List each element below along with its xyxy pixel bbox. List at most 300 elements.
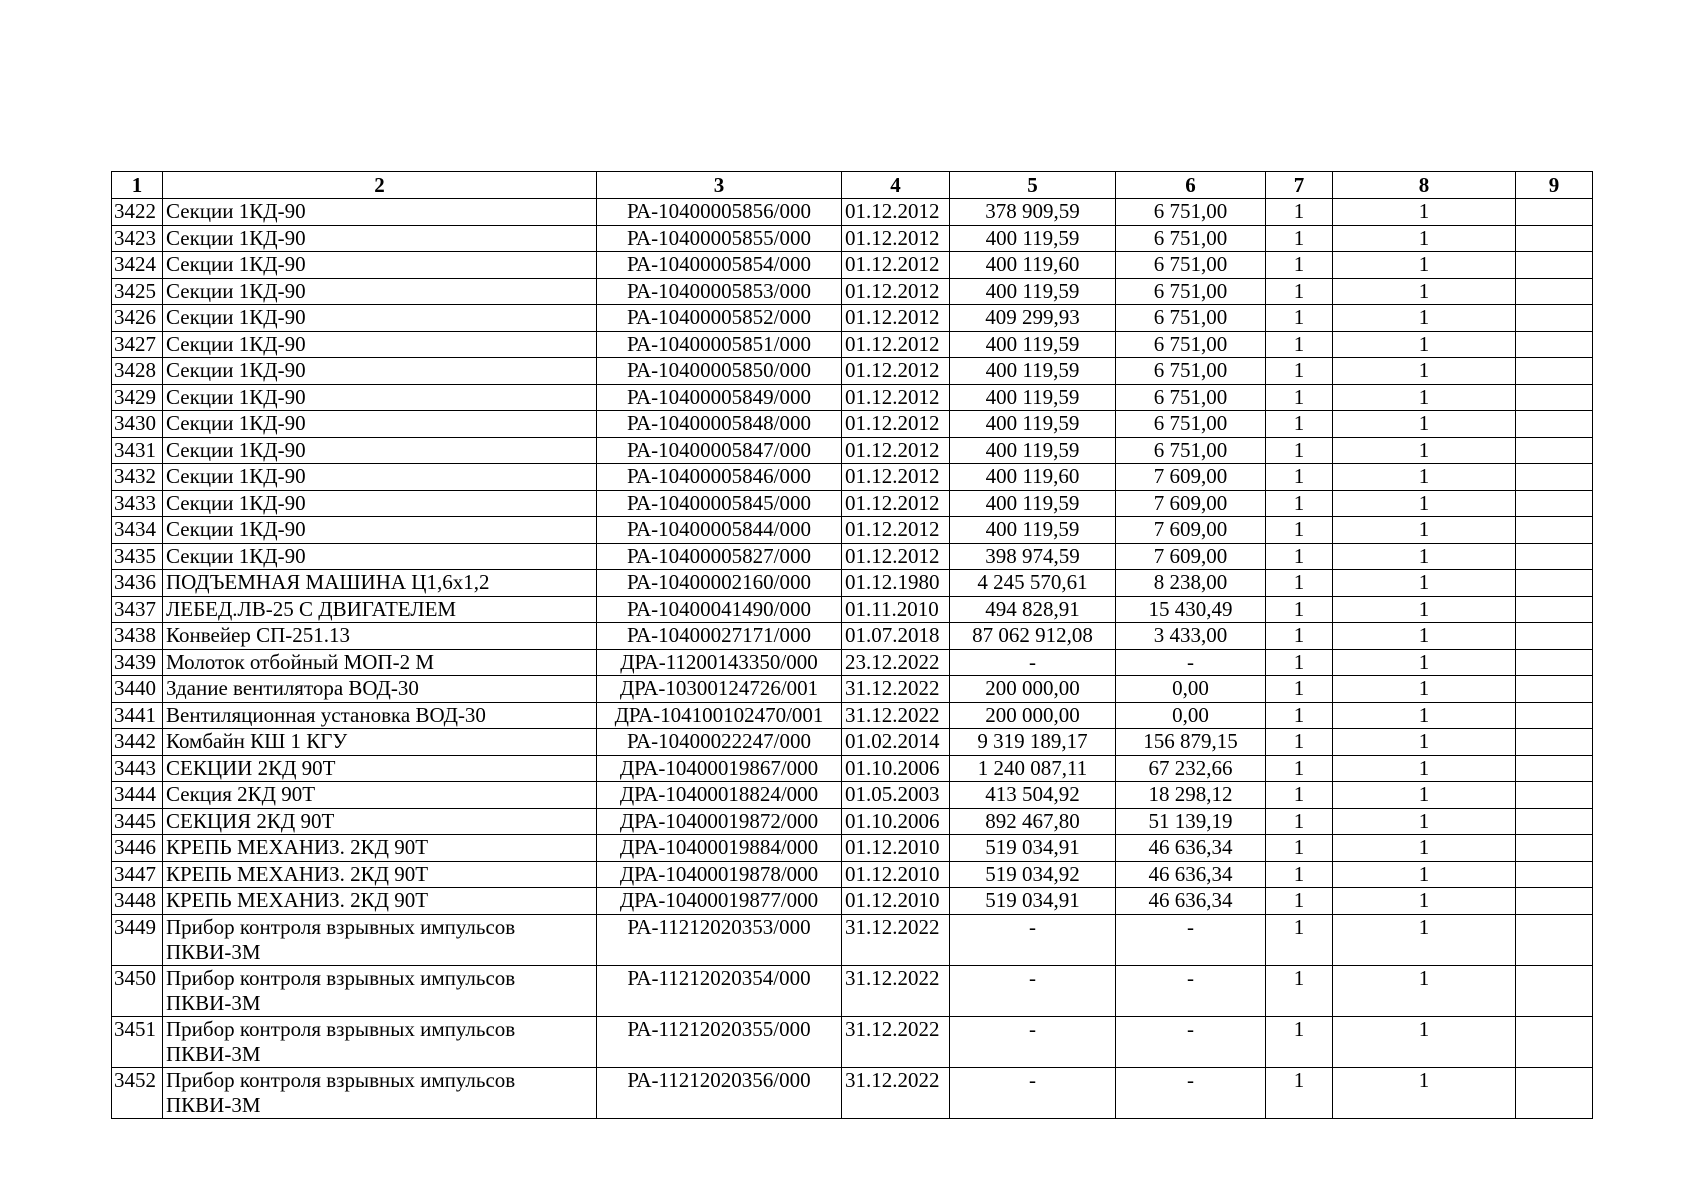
value-9-cell (1516, 437, 1593, 464)
row-number-cell: 3432 (112, 464, 163, 491)
value-8-cell: 1 (1333, 808, 1516, 835)
date-cell: 01.12.2012 (842, 490, 950, 517)
item-name-cell: СЕКЦИЯ 2КД 90Т (163, 808, 597, 835)
inventory-code-cell: РА-10400041490/000 (597, 596, 842, 623)
value-7-cell: 1 (1266, 914, 1333, 965)
table-row (112, 676, 1593, 703)
date-cell: 01.12.2012 (842, 278, 950, 305)
value-9-cell (1516, 965, 1593, 1016)
inventory-code-cell: РА-10400005846/000 (597, 464, 842, 491)
row-number-cell: 3444 (112, 782, 163, 809)
inventory-code-cell: РА-11212020354/000 (597, 965, 842, 1016)
inventory-code-cell: РА-10400005854/000 (597, 252, 842, 279)
row-number-cell: 3445 (112, 808, 163, 835)
item-name-cell: Секции 1КД-90 (163, 464, 597, 491)
value-8-cell: 1 (1333, 888, 1516, 915)
value-6-cell: 6 751,00 (1116, 278, 1266, 305)
item-name-cell: Прибор контроля взрывных импульсов ПКВИ-3М (163, 965, 597, 1016)
value-5-cell: 1 240 087,11 (950, 755, 1116, 782)
value-8-cell: 1 (1333, 358, 1516, 385)
value-9-cell (1516, 517, 1593, 544)
item-name-cell: Комбайн КШ 1 КГУ (163, 729, 597, 756)
row-number-cell: 3443 (112, 755, 163, 782)
value-7-cell: 1 (1266, 596, 1333, 623)
value-6-cell: 0,00 (1116, 702, 1266, 729)
item-name-cell: КРЕПЬ МЕХАНИЗ. 2КД 90Т (163, 888, 597, 915)
value-8-cell: 1 (1333, 649, 1516, 676)
row-number-cell: 3431 (112, 437, 163, 464)
value-7-cell: 1 (1266, 305, 1333, 332)
value-5-cell: 4 245 570,61 (950, 570, 1116, 597)
value-6-cell: 7 609,00 (1116, 543, 1266, 570)
row-number-cell: 3429 (112, 384, 163, 411)
value-7-cell: 1 (1266, 755, 1333, 782)
value-5-cell: - (950, 649, 1116, 676)
item-name-cell: Секции 1КД-90 (163, 517, 597, 544)
value-6-cell: 15 430,49 (1116, 596, 1266, 623)
value-9-cell (1516, 649, 1593, 676)
value-9-cell (1516, 358, 1593, 385)
date-cell: 01.12.2010 (842, 861, 950, 888)
date-cell: 31.12.2022 (842, 1067, 950, 1118)
value-6-cell: - (1116, 1016, 1266, 1067)
table-row (112, 252, 1593, 279)
value-8-cell: 1 (1333, 384, 1516, 411)
date-cell: 01.12.2012 (842, 384, 950, 411)
date-cell: 31.12.2022 (842, 1016, 950, 1067)
table-row (112, 490, 1593, 517)
row-number-cell: 3450 (112, 965, 163, 1016)
inventory-code-cell: РА-10400002160/000 (597, 570, 842, 597)
date-cell: 01.12.2012 (842, 199, 950, 226)
date-cell: 01.05.2003 (842, 782, 950, 809)
date-cell: 01.12.2012 (842, 464, 950, 491)
inventory-code-cell: ДРА-10400019878/000 (597, 861, 842, 888)
value-6-cell: 67 232,66 (1116, 755, 1266, 782)
value-7-cell: 1 (1266, 1067, 1333, 1118)
table-row (112, 782, 1593, 809)
value-8-cell: 1 (1333, 861, 1516, 888)
value-5-cell: 400 119,59 (950, 358, 1116, 385)
value-5-cell: 400 119,59 (950, 331, 1116, 358)
value-6-cell: 6 751,00 (1116, 358, 1266, 385)
value-6-cell: - (1116, 965, 1266, 1016)
value-6-cell: 46 636,34 (1116, 835, 1266, 862)
table-row (112, 861, 1593, 888)
row-number-cell: 3438 (112, 623, 163, 650)
row-number-cell: 3425 (112, 278, 163, 305)
value-8-cell: 1 (1333, 543, 1516, 570)
value-8-cell: 1 (1333, 1016, 1516, 1067)
table-row (112, 888, 1593, 915)
value-6-cell: 6 751,00 (1116, 411, 1266, 438)
date-cell: 01.07.2018 (842, 623, 950, 650)
value-5-cell: 400 119,59 (950, 278, 1116, 305)
value-7-cell: 1 (1266, 199, 1333, 226)
item-name-cell: Секции 1КД-90 (163, 199, 597, 226)
inventory-code-cell: РА-10400005847/000 (597, 437, 842, 464)
date-cell: 01.12.2010 (842, 888, 950, 915)
item-name-cell: Прибор контроля взрывных импульсов ПКВИ-3М (163, 1067, 597, 1118)
date-cell: 01.12.2010 (842, 835, 950, 862)
row-number-cell: 3449 (112, 914, 163, 965)
value-8-cell: 1 (1333, 305, 1516, 332)
value-6-cell: 6 751,00 (1116, 384, 1266, 411)
header-col-2: 2 (163, 172, 597, 199)
header-col-4: 4 (842, 172, 950, 199)
table-row (112, 702, 1593, 729)
row-number-cell: 3439 (112, 649, 163, 676)
value-5-cell: 87 062 912,08 (950, 623, 1116, 650)
value-9-cell (1516, 861, 1593, 888)
value-9-cell (1516, 464, 1593, 491)
value-8-cell: 1 (1333, 570, 1516, 597)
value-6-cell: 8 238,00 (1116, 570, 1266, 597)
table-row (112, 835, 1593, 862)
value-7-cell: 1 (1266, 411, 1333, 438)
value-8-cell: 1 (1333, 437, 1516, 464)
date-cell: 01.12.2012 (842, 252, 950, 279)
inventory-code-cell: ДРА-10400019877/000 (597, 888, 842, 915)
value-7-cell: 1 (1266, 464, 1333, 491)
value-6-cell: 46 636,34 (1116, 888, 1266, 915)
value-6-cell: 6 751,00 (1116, 225, 1266, 252)
value-8-cell: 1 (1333, 914, 1516, 965)
item-name-cell: Прибор контроля взрывных импульсов ПКВИ-3М (163, 1016, 597, 1067)
value-6-cell: 51 139,19 (1116, 808, 1266, 835)
value-5-cell: - (950, 1016, 1116, 1067)
date-cell: 01.12.2012 (842, 305, 950, 332)
value-5-cell: 413 504,92 (950, 782, 1116, 809)
value-5-cell: 9 319 189,17 (950, 729, 1116, 756)
date-cell: 01.11.2010 (842, 596, 950, 623)
value-9-cell (1516, 1016, 1593, 1067)
value-5-cell: - (950, 914, 1116, 965)
inventory-code-cell: РА-11212020355/000 (597, 1016, 842, 1067)
table-row (112, 1016, 1593, 1067)
inventory-code-cell: РА-11212020353/000 (597, 914, 842, 965)
item-name-cell: Секции 1КД-90 (163, 384, 597, 411)
item-name-cell: Секции 1КД-90 (163, 358, 597, 385)
date-cell: 31.12.2022 (842, 914, 950, 965)
table-row (112, 411, 1593, 438)
value-9-cell (1516, 702, 1593, 729)
row-number-cell: 3435 (112, 543, 163, 570)
value-8-cell: 1 (1333, 199, 1516, 226)
date-cell: 01.10.2006 (842, 755, 950, 782)
value-9-cell (1516, 384, 1593, 411)
value-7-cell: 1 (1266, 888, 1333, 915)
value-9-cell (1516, 278, 1593, 305)
row-number-cell: 3426 (112, 305, 163, 332)
item-name-cell: ПОДЪЕМНАЯ МАШИНА Ц1,6х1,2 (163, 570, 597, 597)
item-name-cell: Секции 1КД-90 (163, 252, 597, 279)
item-name-cell: Конвейер СП-251.13 (163, 623, 597, 650)
value-8-cell: 1 (1333, 676, 1516, 703)
value-6-cell: 6 751,00 (1116, 331, 1266, 358)
item-name-cell: КРЕПЬ МЕХАНИЗ. 2КД 90Т (163, 835, 597, 862)
value-8-cell: 1 (1333, 517, 1516, 544)
item-name-cell: Секция 2КД 90Т (163, 782, 597, 809)
date-cell: 01.12.1980 (842, 570, 950, 597)
value-8-cell: 1 (1333, 464, 1516, 491)
value-9-cell (1516, 1067, 1593, 1118)
value-9-cell (1516, 808, 1593, 835)
row-number-cell: 3436 (112, 570, 163, 597)
date-cell: 01.12.2012 (842, 225, 950, 252)
value-9-cell (1516, 755, 1593, 782)
value-8-cell: 1 (1333, 225, 1516, 252)
inventory-code-cell: РА-10400022247/000 (597, 729, 842, 756)
date-cell: 01.10.2006 (842, 808, 950, 835)
value-9-cell (1516, 305, 1593, 332)
value-5-cell: 519 034,91 (950, 835, 1116, 862)
value-9-cell (1516, 570, 1593, 597)
value-8-cell: 1 (1333, 490, 1516, 517)
row-number-cell: 3452 (112, 1067, 163, 1118)
value-9-cell (1516, 782, 1593, 809)
value-9-cell (1516, 914, 1593, 965)
date-cell: 01.12.2012 (842, 358, 950, 385)
value-8-cell: 1 (1333, 702, 1516, 729)
value-8-cell: 1 (1333, 1067, 1516, 1118)
value-6-cell: 6 751,00 (1116, 305, 1266, 332)
row-number-cell: 3437 (112, 596, 163, 623)
value-9-cell (1516, 490, 1593, 517)
header-col-5: 5 (950, 172, 1116, 199)
table-row (112, 596, 1593, 623)
row-number-cell: 3428 (112, 358, 163, 385)
value-6-cell: 7 609,00 (1116, 517, 1266, 544)
value-7-cell: 1 (1266, 702, 1333, 729)
table-row (112, 225, 1593, 252)
inventory-code-cell: РА-11212020356/000 (597, 1067, 842, 1118)
table-row (112, 464, 1593, 491)
table-row (112, 437, 1593, 464)
value-9-cell (1516, 729, 1593, 756)
table-row (112, 808, 1593, 835)
value-7-cell: 1 (1266, 358, 1333, 385)
table-row (112, 965, 1593, 1016)
item-name-cell: КРЕПЬ МЕХАНИЗ. 2КД 90Т (163, 861, 597, 888)
table-row (112, 384, 1593, 411)
inventory-code-cell: РА-10400005827/000 (597, 543, 842, 570)
value-6-cell: 6 751,00 (1116, 252, 1266, 279)
item-name-cell: Вентиляционная установка ВОД-30 (163, 702, 597, 729)
value-9-cell (1516, 252, 1593, 279)
value-7-cell: 1 (1266, 517, 1333, 544)
item-name-cell: Секции 1КД-90 (163, 543, 597, 570)
value-8-cell: 1 (1333, 965, 1516, 1016)
item-name-cell: СЕКЦИИ 2КД 90Т (163, 755, 597, 782)
value-9-cell (1516, 596, 1593, 623)
value-5-cell: 519 034,92 (950, 861, 1116, 888)
table-row (112, 305, 1593, 332)
value-7-cell: 1 (1266, 543, 1333, 570)
table-row (112, 199, 1593, 226)
header-row (112, 172, 1593, 199)
value-7-cell: 1 (1266, 965, 1333, 1016)
header-col-3: 3 (597, 172, 842, 199)
header-col-6: 6 (1116, 172, 1266, 199)
value-5-cell: 494 828,91 (950, 596, 1116, 623)
value-5-cell: 400 119,59 (950, 384, 1116, 411)
row-number-cell: 3433 (112, 490, 163, 517)
value-5-cell: 400 119,59 (950, 490, 1116, 517)
value-5-cell: 400 119,60 (950, 464, 1116, 491)
inventory-code-cell: ДРА-10400019867/000 (597, 755, 842, 782)
date-cell: 31.12.2022 (842, 676, 950, 703)
value-9-cell (1516, 835, 1593, 862)
value-7-cell: 1 (1266, 1016, 1333, 1067)
inventory-code-cell: ДРА-10400019884/000 (597, 835, 842, 862)
value-9-cell (1516, 225, 1593, 252)
inventory-code-cell: ДРА-11200143350/000 (597, 649, 842, 676)
row-number-cell: 3423 (112, 225, 163, 252)
value-7-cell: 1 (1266, 490, 1333, 517)
value-5-cell: - (950, 1067, 1116, 1118)
value-7-cell: 1 (1266, 252, 1333, 279)
date-cell: 31.12.2022 (842, 702, 950, 729)
value-8-cell: 1 (1333, 623, 1516, 650)
value-7-cell: 1 (1266, 649, 1333, 676)
inventory-code-cell: РА-10400005848/000 (597, 411, 842, 438)
inventory-code-cell: ДРА-10300124726/001 (597, 676, 842, 703)
value-7-cell: 1 (1266, 623, 1333, 650)
value-6-cell: 3 433,00 (1116, 623, 1266, 650)
value-6-cell: 46 636,34 (1116, 861, 1266, 888)
row-number-cell: 3448 (112, 888, 163, 915)
item-name-cell: Секции 1КД-90 (163, 278, 597, 305)
table-row (112, 623, 1593, 650)
value-7-cell: 1 (1266, 570, 1333, 597)
value-7-cell: 1 (1266, 331, 1333, 358)
date-cell: 01.02.2014 (842, 729, 950, 756)
date-cell: 01.12.2012 (842, 411, 950, 438)
inventory-code-cell: РА-10400005852/000 (597, 305, 842, 332)
date-cell: 23.12.2022 (842, 649, 950, 676)
row-number-cell: 3434 (112, 517, 163, 544)
value-5-cell: 398 974,59 (950, 543, 1116, 570)
value-8-cell: 1 (1333, 596, 1516, 623)
value-6-cell: - (1116, 649, 1266, 676)
value-5-cell: 409 299,93 (950, 305, 1116, 332)
value-6-cell: 18 298,12 (1116, 782, 1266, 809)
value-9-cell (1516, 411, 1593, 438)
value-9-cell (1516, 623, 1593, 650)
value-6-cell: 0,00 (1116, 676, 1266, 703)
item-name-cell: Секции 1КД-90 (163, 437, 597, 464)
item-name-cell: Прибор контроля взрывных импульсов ПКВИ-3М (163, 914, 597, 965)
value-5-cell: 200 000,00 (950, 702, 1116, 729)
value-5-cell: 400 119,60 (950, 252, 1116, 279)
header-col-8: 8 (1333, 172, 1516, 199)
value-5-cell: 200 000,00 (950, 676, 1116, 703)
inventory-code-cell: ДРА-10400018824/000 (597, 782, 842, 809)
date-cell: 01.12.2012 (842, 331, 950, 358)
item-name-cell: Секции 1КД-90 (163, 411, 597, 438)
value-7-cell: 1 (1266, 861, 1333, 888)
header-col-7: 7 (1266, 172, 1333, 199)
value-8-cell: 1 (1333, 835, 1516, 862)
value-9-cell (1516, 199, 1593, 226)
table-row (112, 1067, 1593, 1118)
row-number-cell: 3442 (112, 729, 163, 756)
inventory-code-cell: ДРА-10400019872/000 (597, 808, 842, 835)
row-number-cell: 3440 (112, 676, 163, 703)
header-col-1: 1 (112, 172, 163, 199)
inventory-table (111, 171, 1593, 1119)
value-9-cell (1516, 676, 1593, 703)
value-5-cell: 400 119,59 (950, 517, 1116, 544)
table-row (112, 331, 1593, 358)
value-7-cell: 1 (1266, 676, 1333, 703)
table-row (112, 729, 1593, 756)
inventory-code-cell: РА-10400005851/000 (597, 331, 842, 358)
value-7-cell: 1 (1266, 225, 1333, 252)
value-5-cell: 400 119,59 (950, 411, 1116, 438)
item-name-cell: Секции 1КД-90 (163, 225, 597, 252)
item-name-cell: Секции 1КД-90 (163, 305, 597, 332)
row-number-cell: 3446 (112, 835, 163, 862)
value-6-cell: - (1116, 914, 1266, 965)
value-7-cell: 1 (1266, 278, 1333, 305)
row-number-cell: 3427 (112, 331, 163, 358)
row-number-cell: 3441 (112, 702, 163, 729)
date-cell: 01.12.2012 (842, 517, 950, 544)
row-number-cell: 3451 (112, 1016, 163, 1067)
value-7-cell: 1 (1266, 835, 1333, 862)
date-cell: 01.12.2012 (842, 543, 950, 570)
value-5-cell: 378 909,59 (950, 199, 1116, 226)
table-row (112, 755, 1593, 782)
value-8-cell: 1 (1333, 252, 1516, 279)
item-name-cell: Здание вентилятора ВОД-30 (163, 676, 597, 703)
row-number-cell: 3424 (112, 252, 163, 279)
value-7-cell: 1 (1266, 384, 1333, 411)
row-number-cell: 3422 (112, 199, 163, 226)
inventory-code-cell: РА-10400027171/000 (597, 623, 842, 650)
item-name-cell: Секции 1КД-90 (163, 331, 597, 358)
table-row (112, 358, 1593, 385)
inventory-code-cell: РА-10400005850/000 (597, 358, 842, 385)
value-6-cell: 7 609,00 (1116, 490, 1266, 517)
value-9-cell (1516, 888, 1593, 915)
value-8-cell: 1 (1333, 278, 1516, 305)
item-name-cell: ЛЕБЕД.ЛВ-25 С ДВИГАТЕЛЕМ (163, 596, 597, 623)
date-cell: 01.12.2012 (842, 437, 950, 464)
value-6-cell: - (1116, 1067, 1266, 1118)
value-6-cell: 7 609,00 (1116, 464, 1266, 491)
value-6-cell: 156 879,15 (1116, 729, 1266, 756)
value-6-cell: 6 751,00 (1116, 437, 1266, 464)
value-5-cell: 400 119,59 (950, 225, 1116, 252)
table-row (112, 517, 1593, 544)
row-number-cell: 3430 (112, 411, 163, 438)
item-name-cell: Молоток отбойный МОП-2 М (163, 649, 597, 676)
value-7-cell: 1 (1266, 782, 1333, 809)
inventory-code-cell: РА-10400005853/000 (597, 278, 842, 305)
value-5-cell: 519 034,91 (950, 888, 1116, 915)
inventory-code-cell: РА-10400005855/000 (597, 225, 842, 252)
date-cell: 31.12.2022 (842, 965, 950, 1016)
table-row (112, 543, 1593, 570)
item-name-cell: Секции 1КД-90 (163, 490, 597, 517)
inventory-code-cell: ДРА-104100102470/001 (597, 702, 842, 729)
value-8-cell: 1 (1333, 729, 1516, 756)
table-row (112, 278, 1593, 305)
inventory-code-cell: РА-10400005844/000 (597, 517, 842, 544)
